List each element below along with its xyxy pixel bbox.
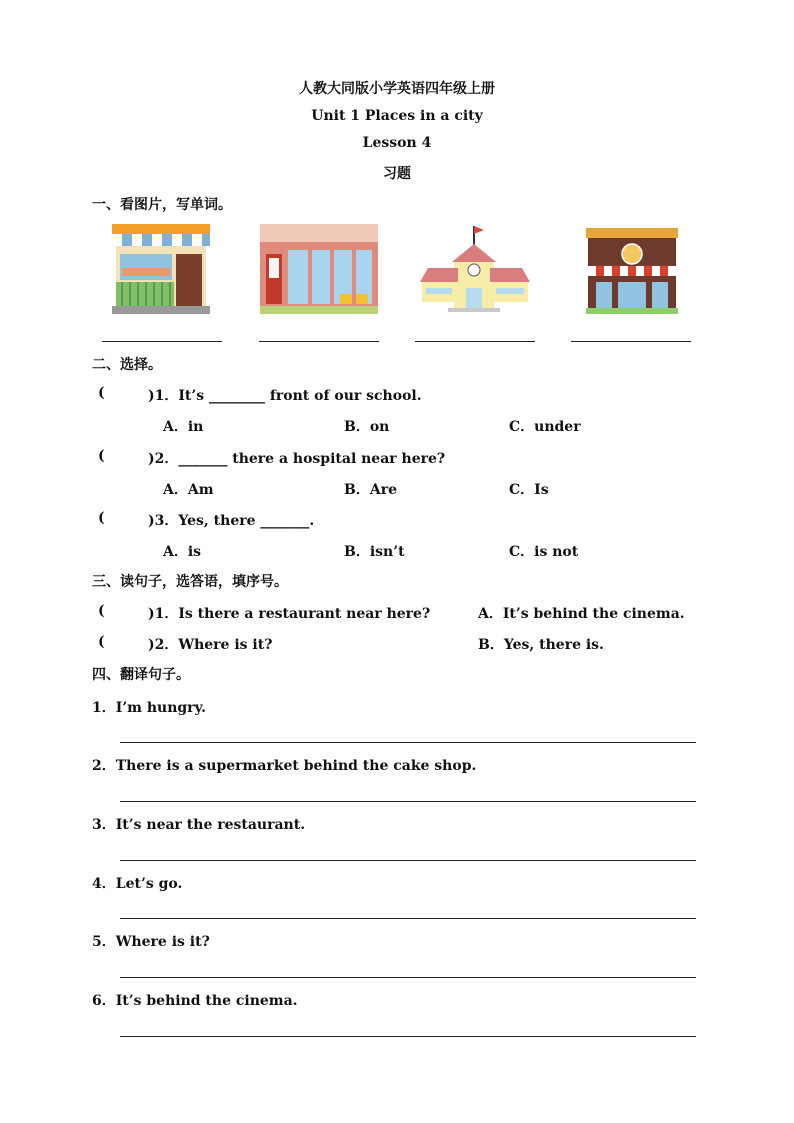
- answer-line[interactable]: [571, 341, 691, 342]
- translate-sentence: 2．There is a supermarket behind the cake shop.: [92, 758, 477, 774]
- option-c[interactable]: C．is not: [509, 544, 579, 560]
- section3-heading: 三、读句子，选答语，填序号。: [92, 574, 288, 590]
- translate-sentence: 3．It’s near the restaurant.: [92, 817, 306, 833]
- question-text: )2．_______ there a hospital near here?: [148, 451, 446, 467]
- restaurant-icon: [586, 224, 678, 316]
- translate-sentence: 6．It’s behind the cinema.: [92, 993, 298, 1009]
- option-a[interactable]: A．Am: [163, 482, 214, 498]
- option-a[interactable]: A．in: [163, 419, 204, 435]
- unit-title: Unit 1 Places in a city: [311, 108, 483, 124]
- section1-heading: 一、看图片，写单词。: [92, 197, 232, 213]
- section4-heading: 四、翻译句子。: [92, 667, 190, 683]
- answer-line[interactable]: [120, 977, 696, 978]
- match-answer: A．It’s behind the cinema.: [478, 606, 685, 622]
- option-b[interactable]: B．Are: [344, 482, 397, 498]
- question-text: )3．Yes, there _______.: [148, 513, 315, 529]
- option-b[interactable]: B．isn’t: [344, 544, 405, 560]
- answer-bracket[interactable]: (: [98, 385, 105, 401]
- answer-line[interactable]: [120, 801, 696, 802]
- school-icon: [418, 224, 532, 316]
- question-text: )1．It’s ________ front of our school.: [148, 388, 422, 404]
- translate-sentence: 1．I’m hungry.: [92, 700, 206, 716]
- answer-line[interactable]: [102, 341, 222, 342]
- translate-sentence: 4．Let’s go.: [92, 876, 183, 892]
- answer-bracket[interactable]: (: [98, 448, 105, 464]
- page-title: 人教大同版小学英语四年级上册: [299, 81, 495, 97]
- option-b[interactable]: B．on: [344, 419, 390, 435]
- answer-line[interactable]: [120, 742, 696, 743]
- shop-icon: [112, 224, 210, 316]
- section2-heading: 二、选择。: [92, 357, 162, 373]
- answer-bracket[interactable]: (: [98, 510, 105, 526]
- lesson-title: Lesson 4: [362, 135, 432, 151]
- answer-line[interactable]: [259, 341, 379, 342]
- option-a[interactable]: A．is: [163, 544, 202, 560]
- match-question: )2．Where is it?: [148, 637, 273, 653]
- supermarket-icon: [260, 224, 378, 316]
- exercise-title: 习题: [383, 166, 411, 182]
- answer-line[interactable]: [120, 860, 696, 861]
- answer-bracket[interactable]: (: [98, 634, 105, 650]
- answer-bracket[interactable]: (: [98, 603, 105, 619]
- answer-line[interactable]: [120, 918, 696, 919]
- answer-line[interactable]: [415, 341, 535, 342]
- match-answer: B．Yes, there is.: [478, 637, 604, 653]
- option-c[interactable]: C．Is: [509, 482, 549, 498]
- option-c[interactable]: C．under: [509, 419, 581, 435]
- match-question: )1．Is there a restaurant near here?: [148, 606, 431, 622]
- answer-line[interactable]: [120, 1036, 696, 1037]
- translate-sentence: 5．Where is it?: [92, 934, 210, 950]
